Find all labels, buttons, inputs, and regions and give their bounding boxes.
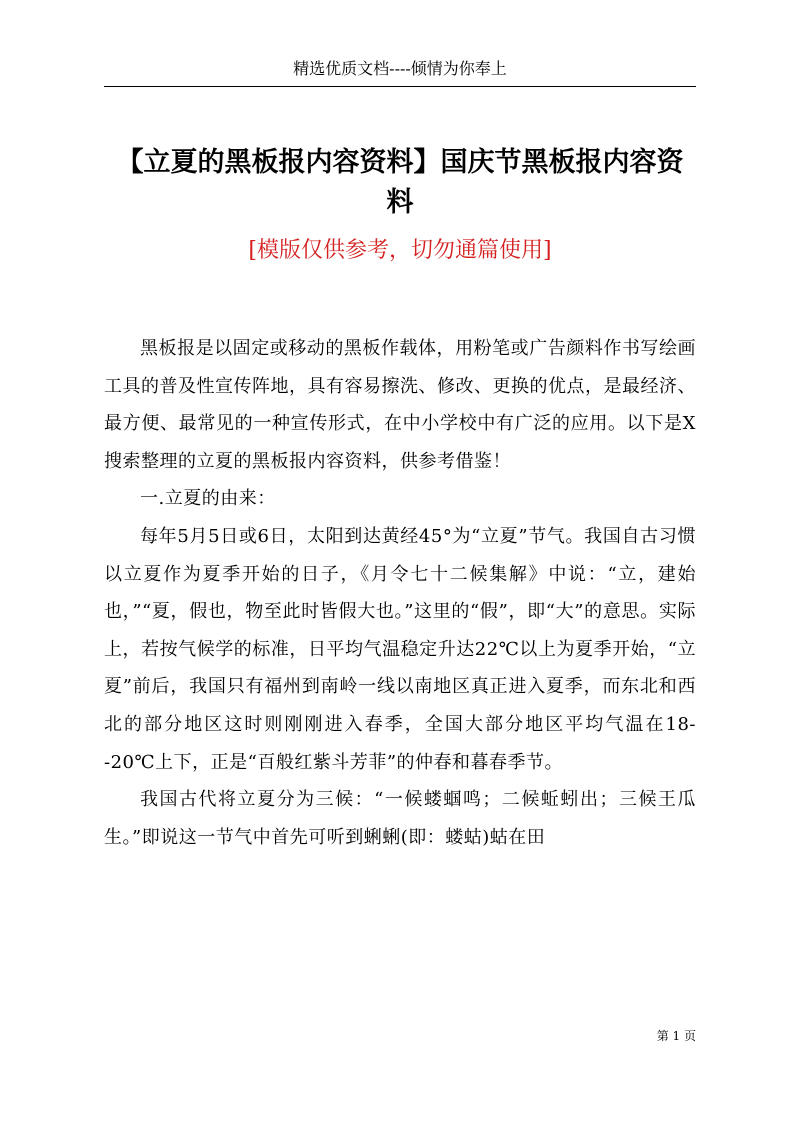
- page-header: [104, 58, 696, 87]
- document-body: [104, 330, 696, 856]
- document-subtitle: [模版仅供参考，切勿通篇使用]: [248, 238, 552, 263]
- document-title: 【立夏的黑板报内容资料】国庆节黑板报内容资料: [116, 147, 684, 218]
- body-paragraph: 每年5月5日或6日，太阳到达黄经45°为“立夏”节气。我国自古习惯以立夏作为夏季开始的日子，《月令七十二候集解》中说：“立，建始也，”“夏，假也，物至此时皆假大也。”这里的“假”，即“大”的意思。实际上，若按气候学的标准，日平均气温稳定升达22℃以上为夏季开始，“立夏”前后，我国只有福州到南岭一线以南地区真正进入夏季，而东北和西北的部分地区这时则刚刚进入春季，全国大部分地区平均气温在18--20℃上下，正是“百般红紫斗芳菲”的仲春和暮春季节。: [104, 525, 696, 773]
- page-number: 第 1 页: [656, 1029, 696, 1043]
- section-heading: 一.立夏的由来：: [140, 488, 276, 510]
- body-paragraph: 黑板报是以固定或移动的黑板作载体，用粉笔或广告颜料作书写绘画工具的普及性宣传阵地，具有容易擦洗、修改、更换的优点，是最经济、最方便、最常见的一种宣传形式，在中小学校中有广泛的应用。以下是X搜索整理的立夏的黑板报内容资料，供参考借鉴！: [104, 338, 696, 472]
- body-paragraph: 我国古代将立夏分为三候：“一候蝼蝈鸣；二候蚯蚓出；三候王瓜生。”即说这一节气中首先可听到蜊蜊(即：蝼蛄)蛄在田: [104, 789, 696, 848]
- header-text: 精选优质文档----倾情为你奉上: [293, 59, 507, 78]
